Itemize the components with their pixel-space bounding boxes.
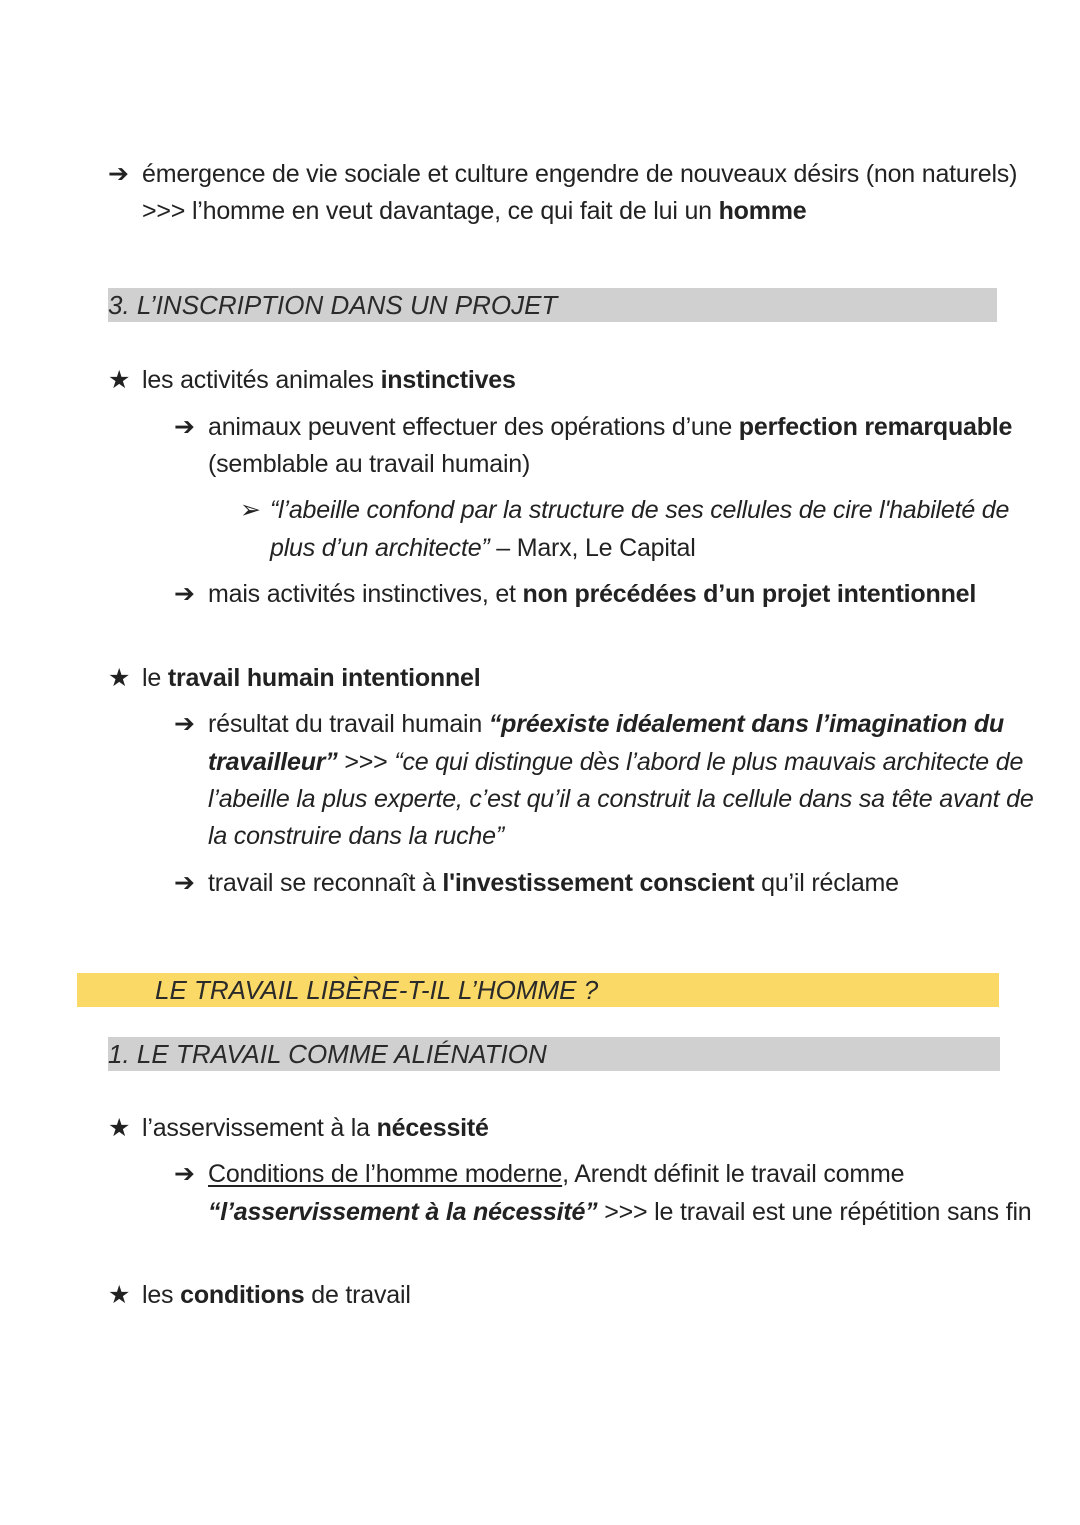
bold-text: non précédées d’un projet intentionnel <box>522 580 977 608</box>
arrow-right-icon: ➔ <box>108 160 129 188</box>
bold-text: perfection remarquable <box>738 413 1013 441</box>
bold-text: instinctives <box>380 366 516 394</box>
section-title: 1. LE TRAVAIL COMME ALIÉNATION <box>108 1039 547 1069</box>
sub-bullet-continuation <box>208 782 1034 816</box>
bold-text: conditions <box>180 1281 305 1309</box>
section-title: 3. L’INSCRIPTION DANS UN PROJET <box>108 290 558 320</box>
text: émergence de vie sociale et culture engendre de nouveaux désirs (non naturels) <box>142 160 1018 188</box>
bullet-star <box>108 363 516 397</box>
text: (semblable au travail humain) <box>208 450 531 478</box>
arrow-right-icon: ➔ <box>174 869 195 897</box>
paragraph-line <box>142 194 807 228</box>
bold-italic-quote: “préexiste idéalement dans l’imagination du <box>488 710 1005 738</box>
quote-continuation <box>270 531 696 565</box>
text: mais activités instinctives, et <box>208 580 523 608</box>
bold-italic-quote: “l’asservissement à la nécessité” <box>208 1198 598 1226</box>
star-icon: ★ <box>108 366 131 394</box>
text: animaux peuvent effectuer des opérations d’une <box>208 413 739 441</box>
bold-text: l'investissement conscient <box>442 869 755 897</box>
quote-text: “l’abeille confond par la structure de ses cellules de cire l'habileté de <box>270 496 1010 524</box>
arrow-right-icon: ➔ <box>174 710 195 738</box>
triangle-bullet-icon: ➢ <box>240 496 261 524</box>
quote-text: “ce qui distingue dès l’abord le plus mauvais architecte de <box>394 748 1024 776</box>
text: le <box>142 664 168 692</box>
text: les activités animales <box>142 366 381 394</box>
sub-bullet <box>174 866 899 900</box>
bullet-star <box>108 661 481 695</box>
star-icon: ★ <box>108 1281 131 1309</box>
text: >>> l’homme en veut davantage, ce qui fait de lui un <box>142 197 719 225</box>
bold-text: travail humain intentionnel <box>167 664 481 692</box>
sub-bullet-continuation <box>208 819 504 853</box>
text: l’asservissement à la <box>142 1114 377 1142</box>
sub-bullet-continuation <box>208 447 530 481</box>
text: qu’il réclame <box>754 869 899 897</box>
sub-bullet-continuation <box>208 745 1023 779</box>
text: résultat du travail humain <box>208 710 489 738</box>
bold-italic-quote: travailleur” <box>208 748 338 776</box>
text: de travail <box>304 1281 411 1309</box>
star-icon: ★ <box>108 1114 131 1142</box>
underlined-title: Conditions de l’homme moderne <box>208 1160 563 1188</box>
text: les <box>142 1281 181 1309</box>
text: travail se reconnaît à <box>208 869 443 897</box>
section-heading <box>108 1037 1000 1071</box>
chapter-heading <box>77 973 999 1007</box>
quote-source: – Marx, Le Capital <box>489 534 696 562</box>
paragraph-line <box>108 157 1017 191</box>
quote-text: la construire dans la ruche” <box>208 822 504 850</box>
sub-bullet <box>174 577 976 611</box>
sub-bullet-continuation <box>208 1195 1032 1229</box>
quote-bullet <box>240 493 1009 527</box>
bullet-star <box>108 1111 489 1145</box>
bullet-star <box>108 1278 411 1312</box>
quote-text: l’abeille la plus experte, c’est qu’il a construit la cellule dans sa tête avant de <box>208 785 1034 813</box>
bold-text: homme <box>718 197 807 225</box>
text: >>> le travail est une répétition sans fin <box>597 1198 1032 1226</box>
quote-text: plus d’un architecte” <box>270 534 490 562</box>
sub-bullet <box>174 410 1012 444</box>
bold-text: nécessité <box>376 1114 489 1142</box>
section-heading <box>108 288 997 322</box>
arrow-right-icon: ➔ <box>174 413 195 441</box>
arrow-right-icon: ➔ <box>174 1160 195 1188</box>
sub-bullet <box>174 707 1004 741</box>
sub-bullet <box>174 1157 904 1191</box>
text: >>> <box>337 748 395 776</box>
star-icon: ★ <box>108 664 131 692</box>
text: , Arendt définit le travail comme <box>562 1160 905 1188</box>
arrow-right-icon: ➔ <box>174 580 195 608</box>
chapter-title: LE TRAVAIL LIBÈRE-T-IL L’HOMME ? <box>155 975 599 1005</box>
